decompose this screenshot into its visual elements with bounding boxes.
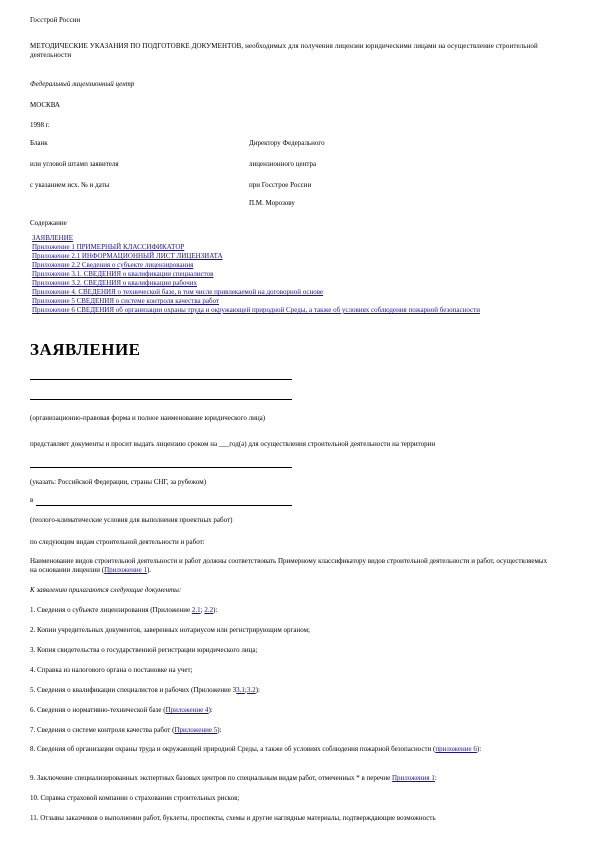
- geo-caption: (геолого-климатические условия для выполнения проектных работ): [30, 516, 233, 524]
- attachment-item-11: 11. Отзывы заказчиков о выполнении работ, буклеты, проспекты, схемы и другие наглядные материалы, подтверждающие возможность: [30, 814, 436, 822]
- attachment-item-3: 3. Копия свидетельства о государственной регистрации юридического лица;: [30, 646, 258, 654]
- addressee-line-3: при Госстрое России: [249, 181, 312, 189]
- toc-item-appendix-1[interactable]: Приложение 1 ПРИМЕРНЫЙ КЛАССИФИКАТОР: [32, 243, 185, 251]
- attachment-item-7: 7. Сведения о системе контроля качества работ (Приложение 5):: [30, 726, 222, 734]
- center-name: Федеральный лицензионный центр: [30, 80, 135, 88]
- attachment-1-link-2-2[interactable]: 2.2: [204, 606, 214, 614]
- org-name-line-2: [30, 399, 292, 400]
- org-name-line-1: [30, 379, 292, 380]
- stamp-label: или угловой штамп заявителя: [30, 160, 119, 168]
- attachment-5-link-3-1[interactable]: 3.1: [236, 686, 245, 694]
- addressee-name: П.М. Морозову: [249, 199, 295, 207]
- territory-line: [30, 467, 292, 468]
- geo-line: [36, 505, 292, 506]
- attachment-9-link[interactable]: Приложения 1: [391, 774, 435, 782]
- in-prefix: в: [30, 496, 34, 504]
- blank-label: Бланк: [30, 139, 48, 147]
- attachment-item-8: 8. Сведения об организации охраны труда и окружающей природной Среды, а также об условиях соблюдения пожарной безопасности (приложение 6):: [30, 745, 482, 753]
- table-of-contents: [32, 234, 562, 315]
- addressee-line-2: лицензионного центра: [249, 160, 317, 168]
- toc-item-appendix-2-1[interactable]: Приложение 2.1 ИНФОРМАЦИОННЫЙ ЛИСТ ЛИЦЕНЗИАТА: [32, 252, 223, 260]
- attachment-item-9: 9. Заключение специализированных экспертных базовых центров по специальным видам работ, отмеченных * в перечне Приложения 1:: [30, 774, 437, 782]
- note-paragraph: Наименование видов строительной деятельности и работ должны соответствовать Примерному классификатору видов строительной деятельности и работ, осуществляемых на основании лицензии (Приложение 1).: [30, 557, 548, 574]
- attachments-label: К заявлению прилагаются следующие документы:: [30, 586, 182, 594]
- contents-label: Содержание: [30, 219, 67, 227]
- document-title: МЕТОДИЧЕСКИЕ УКАЗАНИЯ ПО ПОДГОТОВКЕ ДОКУМЕНТОВ, необходимых для получения лицензии юридическими лицами на осуществление строительной деятельности: [30, 42, 538, 59]
- org-caption: (организационно-правовая форма и полное наименование юридического лица): [30, 414, 266, 422]
- attachment-6-link[interactable]: Приложение 4: [165, 706, 209, 714]
- attachment-item-6: 6. Сведения о нормативно-технической базе (Приложение 4):: [30, 706, 213, 714]
- statement-heading: ЗАЯВЛЕНИЕ: [30, 340, 141, 359]
- toc-item-appendix-3-1[interactable]: Приложение 3.1. СВЕДЕНИЯ о квалификации специалистов: [32, 270, 214, 278]
- attachment-item-1: 1. Сведения о субъекте лицензирования (Приложение 2.1; 2.2):: [30, 606, 218, 614]
- toc-item-appendix-4[interactable]: Приложение 4. СВЕДЕНИЯ о технической базе, в том числе привлекаемой на договорной основе: [32, 288, 324, 296]
- year: 1998 г.: [30, 121, 50, 129]
- territory-caption: (указать: Российской Федерации, страны СНГ, за рубежом): [30, 478, 207, 486]
- toc-item-appendix-3-2[interactable]: Приложение 3.2. СВЕДЕНИЯ о квалификации рабочих: [32, 279, 197, 287]
- org-name: Госстрой России: [30, 16, 81, 24]
- attachment-item-2: 2. Копии учредительных документов, заверенных нотариусом или регистрирующим органом;: [30, 626, 311, 634]
- toc-item-statement[interactable]: ЗАЯВЛЕНИЕ: [32, 234, 74, 242]
- attachment-item-4: 4. Справка из налогового органа о постановке на учет;: [30, 666, 193, 674]
- attachment-item-5: 5. Сведения о квалификации специалистов и рабочих (Приложение 33.1;3.2):: [30, 686, 260, 694]
- attachment-7-link[interactable]: Приложение 5: [174, 726, 218, 734]
- note-appendix-1-link[interactable]: Приложение 1: [104, 566, 147, 574]
- toc-item-appendix-5[interactable]: Приложение 5 СВЕДЕНИЯ о системе контроля качества работ: [32, 297, 220, 305]
- attachment-item-10: 10. Справка страховой компании о страховании строительных рисков;: [30, 794, 240, 802]
- toc-item-appendix-6[interactable]: Приложение 6 СВЕДЕНИЯ об организации охраны труда и окружающей природной Среды, а также об условиях соблюдения пожарной безопасности: [32, 306, 480, 314]
- request-text: представляет документы и просит выдать лицензию сроком на ___год(а) для осуществления строительной деятельности на территории: [30, 440, 436, 448]
- attachment-1-link-2-1[interactable]: 2.1: [191, 606, 201, 614]
- toc-item-appendix-2-2[interactable]: Приложение 2.2 Сведения о субъекте лицензирования: [32, 261, 194, 269]
- city: МОСКВА: [30, 101, 60, 109]
- addressee-line-1: Директору Федерального: [249, 139, 325, 147]
- outgoing-label: с указанием исх. № и даты: [30, 181, 110, 189]
- attachment-5-link-3-2[interactable]: 3.2: [246, 686, 256, 694]
- types-label: по следующим видам строительной деятельности и работ:: [30, 538, 205, 546]
- attachment-8-link[interactable]: приложение 6: [435, 745, 477, 753]
